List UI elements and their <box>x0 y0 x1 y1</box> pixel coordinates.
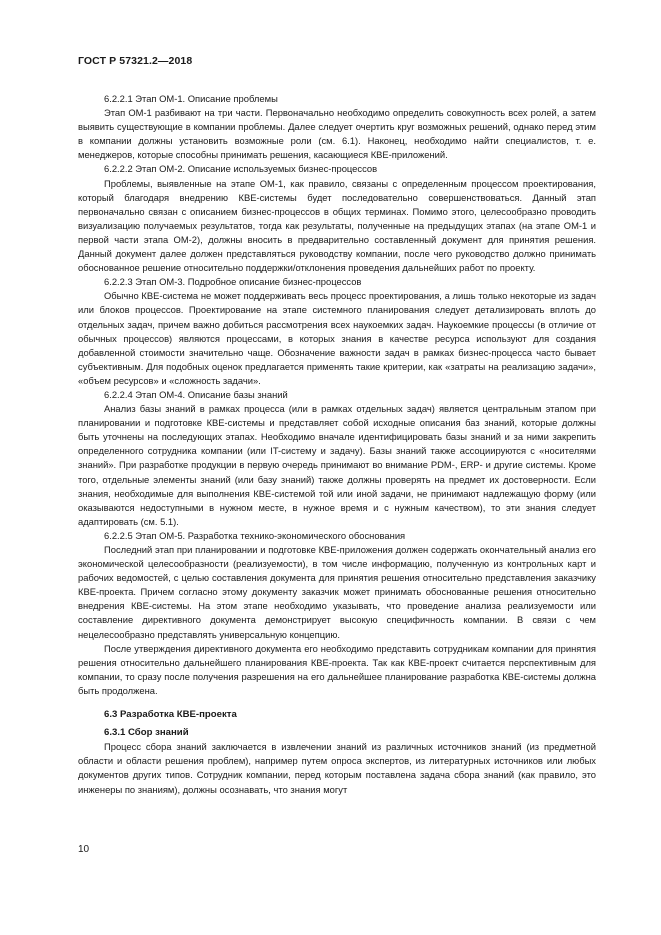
paragraph: Процесс сбора знаний заключается в извлечении знаний из различных источников знаний (из предметной области и области решения проблем), например путем опроса экспертов, из литературных источников или любых документов других типов. Сотрудник компании, перед которым поставлена задача сбора знаний (как правило, это инженеры по знаниям), должны осознавать, что знания могут <box>78 741 596 795</box>
paragraph: Обычно КВЕ-система не может поддерживать весь процесс проектирования, а лишь только некоторые из задач или блоков процессов. Проектирование на этапе системного планирования следует детализировать вплоть до отдельных задач, причем важно добиться рассмотрения всех наукоемких задач. Наукоемкие процессы (в отличие от обычных процессов) являются процессами, в которых знания в качестве ресурса используют для создания добавленной стоимости значительно чаще. Обозначение важности задач в рамках бизнес-процесса часто бывает субъективным. Для подобных оценок предлагается применять такие критерии, как «затраты на реализацию задачи», «объем ресурсов» и «сложность задачи». <box>78 290 596 386</box>
clause-heading-6-2-2-1: 6.2.2.1 Этап ОМ-1. Описание проблемы <box>104 93 278 104</box>
clause-heading-6-2-2-4: 6.2.2.4 Этап ОМ-4. Описание базы знаний <box>104 388 288 400</box>
paragraph: Последний этап при планировании и подготовке КВЕ-приложения должен содержать окончательный анализ его экономической целесообразности (реализуемости), в том числе информацию, полученную из контрольных карт и рабочих ведомостей, с целью составления документа для принятия решения относительно представления заказчику КВЕ-проекта. Причем согласно этому документу заказчик может принимать обоснованные решения относительно внедрения КВЕ-системы. На этом этапе необходимо указывать, что проведение анализа реализуемости или составление директивного документа демонстрирует высокую специфичность компании. В связи с чем нецелесообразно представлять универсальную концепцию. <box>78 544 596 640</box>
paragraph: Этап ОМ-1 разбивают на три части. Первоначально необходимо определить совокупность всех ролей, а затем выявить существующие в компании проблемы. Далее следует очертить круг возможных решений, однако перед этим в компании должны установить возможные роли (см. 6.1). Наконец, необходимо найти специалистов, т. е. менеджеров, которые способны принимать решения, касающиеся КВЕ-приложений. <box>78 107 596 161</box>
clause-heading-6-2-2-2: 6.2.2.2 Этап ОМ-2. Описание используемых бизнес-процессов <box>104 163 378 175</box>
document-body <box>78 92 596 797</box>
document-header: ГОСТ Р 57321.2—2018 <box>78 55 193 67</box>
paragraph: Анализ базы знаний в рамках процесса (или в рамках отдельных задач) является центральным этапом при планировании и подготовке КВЕ-системы и представляет собой исходные описания баз знаний, которые должны быть уточнены на последующих этапах. Необходимо вначале идентифицировать базы знаний и за ними закрепить определенного сотрудника компании (или IT-систему и задачу). Базы знаний также ассоциируются с «носителями знаний». При разработке продукции в первую очередь принимают во внимание PDM-, ERP- и другие системы. Кроме того, отдельные элементы знаний (или базу знаний) также должны проверять на предмет их достоверности. Если знания, необходимые для выполнения КВЕ-системой той или иной задачи, не принимают надлежащую форму (или оказываются недоступными в нужном месте, в нужное время и с нужным качеством), то эти знания следует адаптировать (см. 5.1). <box>78 403 596 527</box>
paragraph: Проблемы, выявленные на этапе ОМ-1, как правило, связаны с определенным процессом проектирования, который благодаря внедрению КВЕ-системы будет последовательно совершенствоваться. Данный этап первоначально связан с описанием бизнес-процессов в общих терминах. Помимо этого, целесообразно проводить визуализацию получаемых результатов, тогда как результаты, полученные на предыдущих этапах (на этапе ОМ-1 и первой части этапа ОМ-2), должны вносить в предварительно составленный документ для принятия решения. Данный документ далее должен представляться руководству компании, после чего руководство должно принимать обоснованное решение относительно поддержки/отклонения проведения дальнейших работ по проекту. <box>78 177 596 274</box>
paragraph: После утверждения директивного документа его необходимо представить сотрудникам компании для принятия решения относительно дальнейшего планирования КВЕ-проекта. Так как КВЕ-проект считается перспективным для компании, то сразу после получения разрешения на его дальнейшее планирование разработка КВЕ-системы должна быть продолжена. <box>78 642 596 696</box>
subsection-heading-6-3-1: 6.3.1 Сбор знаний <box>104 727 189 739</box>
clause-heading-6-2-2-5: 6.2.2.5 Этап ОМ-5. Разработка технико-экономического обоснования <box>104 529 406 541</box>
page-number: 10 <box>78 844 90 855</box>
clause-heading-6-2-2-3: 6.2.2.3 Этап ОМ-3. Подробное описание бизнес-процессов <box>104 276 362 288</box>
section-heading-6-3: 6.3 Разработка КВЕ-проекта <box>104 709 237 721</box>
